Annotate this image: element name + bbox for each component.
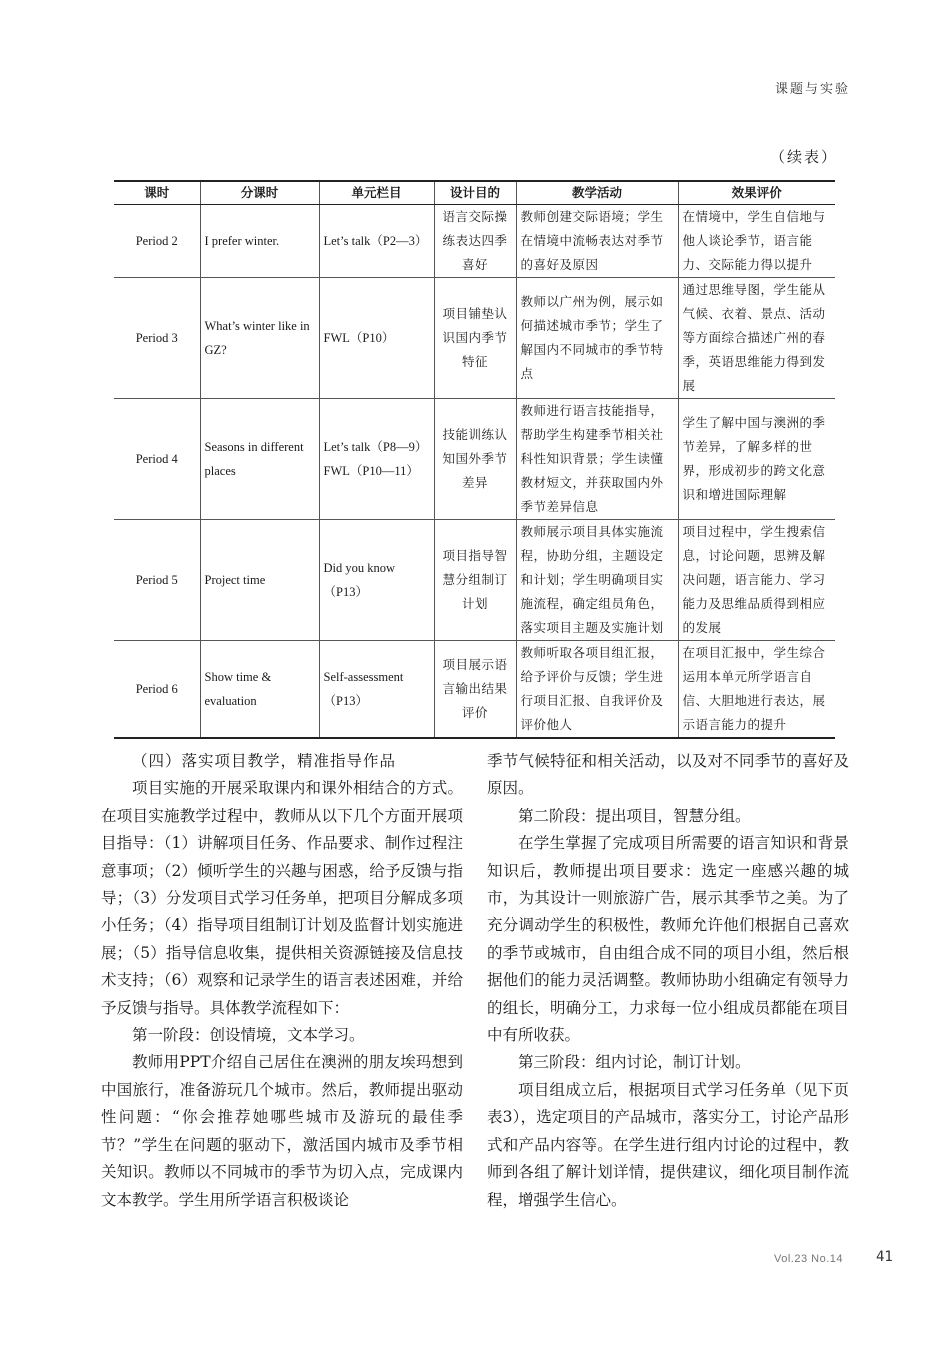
table-row — [114, 205, 835, 278]
activity-cell: 教师进行语言技能指导，帮助学生构建季节相关社科性知识背景；学生读懂教材短文，并获取国内外季节差异信息 — [516, 399, 678, 520]
unit-column-cell: Let’s talk（P2—3） — [319, 205, 434, 278]
body-paragraph: 教师用PPT介绍自己居住在澳洲的朋友埃玛想到中国旅行，准备游玩几个城市。然后，教师提出驱动性问题：“你会推荐她哪些城市及游玩的最佳季节？”学生在问题的驱动下，激活国内城市及季节相关知识。教师以不同城市的季节为切入点，完成课内文本教学。学生用所学语言积极谈论 — [101, 1053, 463, 1209]
left-text-column — [101, 748, 463, 1214]
activity-cell: 教师以广州为例，展示如何描述城市季节；学生了解国内不同城市的季节特点 — [516, 278, 678, 399]
column-header: 教学活动 — [516, 181, 678, 205]
column-header: 单元栏目 — [319, 181, 434, 205]
unit-column-cell: Self-assessment（P13） — [319, 641, 434, 739]
period-cell: Period 5 — [114, 520, 200, 641]
table-row — [114, 278, 835, 399]
purpose-cell: 技能训练认知国外季节差异 — [434, 399, 516, 520]
column-header: 分课时 — [200, 181, 319, 205]
body-paragraph: 项目实施的开展采取课内和课外相结合的方式。在项目实施教学过程中，教师从以下几个方面开展项目指导：（1）讲解项目任务、作品要求、制作过程注意事项；（2）倾听学生的兴趣与困惑，给予反馈与指导；（3）分发项目式学习任务单，把项目分解成多项小任务；（4）指导项目组制订计划及监督计划实施进展；（5）指导信息收集，提供相关资源链接及信息技术支持；（6）观察和记录学生的语言表述困难，并给予反馈与指导。具体教学流程如下： — [101, 779, 463, 1017]
continued-label: （续表） — [769, 148, 838, 166]
sub-lesson-cell: Seasons in different places — [200, 399, 319, 520]
stage-heading: 第三阶段：组内讨论，制订计划。 — [518, 1053, 751, 1072]
unit-column-cell: FWL（P10） — [319, 278, 434, 399]
table-header-row — [114, 181, 835, 205]
sub-lesson-cell: Show time & evaluation — [200, 641, 319, 739]
section-tag: 课题与实验 — [774, 82, 850, 97]
lesson-plan-table — [114, 180, 835, 739]
unit-column-cell: Let’s talk（P8—9）FWL（P10—11） — [319, 399, 434, 520]
body-paragraph: 项目组成立后，根据项目式学习任务单（见下页表3），选定项目的产品城市，落实分工，讨论产品形式和产品内容等。在学生进行组内讨论的过程中，教师到各组了解计划详情，提供建议，细化项目制作流程，增强学生信心。 — [487, 1080, 849, 1209]
evaluation-cell: 在情境中，学生自信地与他人谈论季节，语言能力、交际能力得以提升 — [678, 205, 835, 278]
purpose-cell: 项目展示语言输出结果评价 — [434, 641, 516, 739]
period-cell: Period 3 — [114, 278, 200, 399]
sub-lesson-cell: Project time — [200, 520, 319, 641]
stage-heading: 第二阶段：提出项目，智慧分组。 — [518, 806, 751, 825]
column-header: 课时 — [114, 181, 200, 205]
body-paragraph: 在学生掌握了完成项目所需要的语言知识和背景知识后，教师提出项目要求：选定一座感兴趣的城市，为其设计一则旅游广告，展示其季节之美。为了充分调动学生的积极性，教师允许他们根据自己喜欢的季节或城市，自由组合成不同的项目小组，然后根据他们的能力灵活调整。教师协助小组确定有领导力的组长，明确分工，力求每一位小组成员都能在项目中有所收获。 — [487, 834, 849, 1045]
period-cell: Period 2 — [114, 205, 200, 278]
body-paragraph-continued: 季节气候特征和相关活动，以及对不同季节的喜好及原因。 — [487, 752, 849, 798]
table-row — [114, 641, 835, 739]
activity-cell: 教师展示项目具体实施流程，协助分组，主题设定和计划；学生明确项目实施流程，确定组员角色，落实项目主题及实施计划 — [516, 520, 678, 641]
column-header: 设计目的 — [434, 181, 516, 205]
page-number: 41 — [876, 1249, 893, 1265]
table-row — [114, 520, 835, 641]
activity-cell: 教师听取各项目组汇报，给予评价与反馈；学生进行项目汇报、自我评价及评价他人 — [516, 641, 678, 739]
period-cell: Period 6 — [114, 641, 200, 739]
volume-label: Vol.23 No.14 — [774, 1253, 843, 1265]
right-text-column — [487, 748, 849, 1214]
unit-column-cell: Did you know（P13） — [319, 520, 434, 641]
sub-lesson-cell: What’s winter like in GZ? — [200, 278, 319, 399]
table-row — [114, 399, 835, 520]
section-heading: （四）落实项目教学，精准指导作品 — [132, 752, 397, 770]
sub-lesson-cell: I prefer winter. — [200, 205, 319, 278]
period-cell: Period 4 — [114, 399, 200, 520]
activity-cell: 教师创建交际语境；学生在情境中流畅表达对季节的喜好及原因 — [516, 205, 678, 278]
purpose-cell: 项目铺垫认识国内季节特征 — [434, 278, 516, 399]
evaluation-cell: 在项目汇报中，学生综合运用本单元所学语言自信、大胆地进行表达，展示语言能力的提升 — [678, 641, 835, 739]
purpose-cell: 语言交际操练表达四季喜好 — [434, 205, 516, 278]
evaluation-cell: 学生了解中国与澳洲的季节差异，了解多样的世界，形成初步的跨文化意识和增进国际理解 — [678, 399, 835, 520]
purpose-cell: 项目指导智慧分组制订计划 — [434, 520, 516, 641]
evaluation-cell: 通过思维导图，学生能从气候、衣着、景点、活动等方面综合描述广州的春季，英语思维能力得到发展 — [678, 278, 835, 399]
column-header: 效果评价 — [678, 181, 835, 205]
evaluation-cell: 项目过程中，学生搜索信息，讨论问题，思辨及解决问题，语言能力、学习能力及思维品质得到相应的发展 — [678, 520, 835, 641]
stage-heading: 第一阶段：创设情境，文本学习。 — [132, 1026, 365, 1045]
